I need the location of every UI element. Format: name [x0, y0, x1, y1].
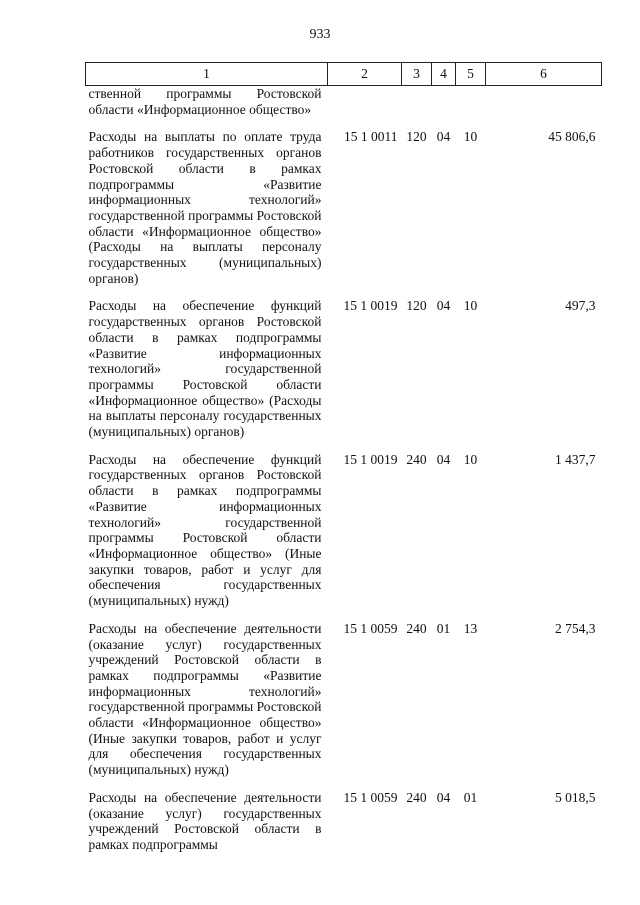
- row-target-code: 15 1 0011: [344, 129, 398, 145]
- table-header-row: [86, 63, 602, 86]
- row-expense-type: 240: [406, 451, 427, 467]
- row-description: Расходы на обеспечение функций государственных органов Ростовской области в рамках подпрограммы «Развитие информационных технологий» государственной программы Ростовской области «Информационное общество» (Расходы на выплаты персоналу государственных (муниципальных) органов): [88, 298, 322, 440]
- row-description: Расходы на обеспечение функций государственных органов Ростовской области в рамках подпрограммы «Развитие информационных технологий» государственной программы Ростовской области «Информационное общество» (Иные закупки товаров, работ и услуг для обеспечения государственных (муниципальных) нужд): [88, 451, 322, 609]
- row-subsection: 10: [463, 451, 478, 467]
- row-description: Расходы на выплаты по оплате труда работников государственных органов Ростовской области в рамках подпрограммы «Развитие информационных технологий» государственной программы Ростовской области «Информационное общество» (Расходы на выплаты персоналу государственных (муниципальных) органов): [88, 129, 322, 286]
- table-row: [86, 298, 602, 451]
- row-subsection: 10: [463, 298, 478, 314]
- row-expense-type: 240: [406, 789, 427, 805]
- row-target-code: 15 1 0059: [343, 789, 398, 805]
- row-expense-type: 240: [406, 620, 427, 636]
- row-expense-type: 120: [406, 298, 427, 314]
- header-col-5: 5: [456, 63, 486, 86]
- row-description: Расходы на обеспечение деятельности (оказание услуг) государственных учреждений Ростовской области в рамках подпрограммы: [88, 789, 322, 852]
- row-section: 04: [436, 451, 451, 467]
- row-section: 01: [436, 620, 451, 636]
- row-subsection: 01: [463, 789, 478, 805]
- header-col-4: 4: [432, 63, 456, 86]
- row-subsection: 13: [463, 620, 478, 636]
- row-description: Расходы на обеспечение деятельности (оказание услуг) государственных учреждений Ростовской области в рамках подпрограммы «Развитие информационных технологий» государственной программы Ростовской области «Информационное общество» (Иные закупки товаров, работ и услуг для обеспечения государственных (муниципальных) нужд): [88, 620, 322, 778]
- row-subsection: 10: [463, 129, 478, 145]
- header-col-2: 2: [328, 63, 402, 86]
- table-row: [86, 790, 602, 865]
- budget-table: [85, 62, 602, 865]
- row-amount: 2 754,3: [555, 620, 596, 636]
- table-row: [86, 129, 602, 298]
- row-section: 04: [436, 129, 451, 145]
- table-row: [86, 621, 602, 790]
- header-col-1: 1: [86, 63, 328, 86]
- row-section: 04: [436, 298, 451, 314]
- row-target-code: 15 1 0019: [343, 298, 398, 314]
- row-description: ственной программы Ростовской области «Информационное общество»: [88, 86, 322, 117]
- row-section: 04: [436, 789, 451, 805]
- row-amount: 5 018,5: [555, 789, 596, 805]
- table-row-continuation: [86, 86, 602, 130]
- row-amount: 497,3: [565, 298, 596, 314]
- header-col-6: 6: [486, 63, 602, 86]
- row-amount: 1 437,7: [555, 451, 596, 467]
- header-col-3: 3: [402, 63, 432, 86]
- row-expense-type: 120: [406, 129, 427, 145]
- row-target-code: 15 1 0019: [343, 451, 398, 467]
- page-number: 933: [309, 27, 331, 42]
- row-amount: 45 806,6: [548, 129, 596, 145]
- row-target-code: 15 1 0059: [343, 620, 398, 636]
- table-row: [86, 452, 602, 621]
